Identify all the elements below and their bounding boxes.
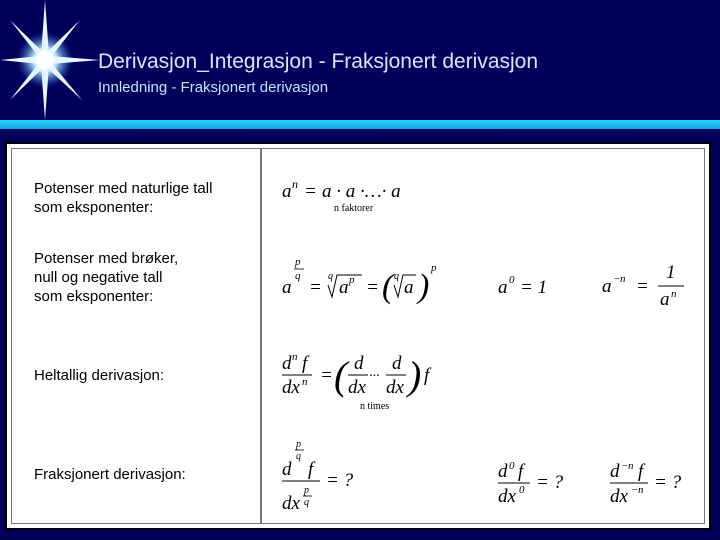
formula-fractional-derivative bbox=[282, 437, 382, 522]
svg-text:f: f bbox=[308, 459, 314, 480]
content-panel bbox=[5, 142, 711, 530]
formula-note-factors: n faktorer bbox=[334, 203, 374, 214]
svg-text:dx: dx bbox=[610, 486, 628, 507]
svg-text:q: q bbox=[304, 497, 309, 508]
svg-text:a: a bbox=[404, 277, 414, 298]
svg-text:p: p bbox=[295, 256, 301, 268]
svg-text:=: = bbox=[309, 277, 322, 298]
formula-negative-order-derivative bbox=[610, 457, 710, 517]
svg-text:dx: dx bbox=[348, 377, 366, 398]
svg-text:f: f bbox=[518, 461, 524, 482]
svg-text:a: a bbox=[282, 181, 292, 202]
svg-text:n: n bbox=[302, 376, 308, 388]
svg-text:0: 0 bbox=[519, 484, 525, 496]
svg-text:−: − bbox=[631, 484, 639, 496]
row-label-natural-powers: Potenser med naturlige tall som eksponenter: bbox=[34, 180, 213, 216]
svg-text:=: = bbox=[366, 277, 379, 298]
svg-text:= ?: = ? bbox=[326, 470, 354, 491]
svg-text:dx: dx bbox=[386, 377, 404, 398]
svg-text:p: p bbox=[349, 274, 355, 286]
svg-text:a: a bbox=[660, 289, 670, 310]
svg-text:= 1: = 1 bbox=[520, 277, 548, 298]
svg-text:a · a ·…· a: a · a ·…· a bbox=[322, 181, 401, 202]
svg-text:n: n bbox=[638, 484, 644, 496]
svg-text:p: p bbox=[304, 485, 309, 496]
svg-text:n: n bbox=[671, 288, 677, 300]
svg-text:a: a bbox=[602, 276, 612, 297]
svg-text:a: a bbox=[498, 277, 508, 298]
svg-text:···: ··· bbox=[369, 369, 380, 384]
formula-zero-power bbox=[498, 271, 568, 306]
svg-text:d: d bbox=[282, 353, 292, 374]
svg-text:(: ( bbox=[382, 268, 394, 305]
content-frame bbox=[11, 148, 705, 524]
formula-negative-power bbox=[602, 257, 702, 317]
svg-text:n: n bbox=[292, 351, 298, 363]
svg-text:f: f bbox=[638, 461, 644, 482]
svg-text:n: n bbox=[628, 460, 634, 472]
page-subtitle: Innledning - Fraksjonert derivasjon bbox=[98, 79, 329, 96]
svg-text:a: a bbox=[339, 277, 349, 298]
svg-text:q: q bbox=[394, 271, 399, 282]
svg-text:0: 0 bbox=[509, 460, 515, 472]
formula-natural-power bbox=[282, 177, 442, 222]
svg-text:= ?: = ? bbox=[654, 472, 682, 493]
svg-text:d: d bbox=[610, 461, 620, 482]
svg-text:0: 0 bbox=[509, 274, 515, 286]
svg-text:): ) bbox=[408, 353, 422, 398]
svg-text:q: q bbox=[296, 451, 301, 462]
svg-text:a: a bbox=[282, 277, 292, 298]
column-divider bbox=[260, 149, 262, 523]
svg-text:n: n bbox=[292, 177, 298, 191]
svg-text:d: d bbox=[354, 353, 364, 374]
svg-text:−: − bbox=[613, 273, 621, 285]
svg-text:f: f bbox=[424, 365, 430, 386]
svg-text:1: 1 bbox=[666, 262, 676, 283]
svg-text:=: = bbox=[320, 365, 333, 386]
svg-text:q: q bbox=[295, 270, 301, 282]
page-title: Derivasjon_Integrasjon - Fraksjonert derivasjon bbox=[98, 50, 539, 73]
svg-text:(: ( bbox=[334, 353, 348, 398]
svg-text:q: q bbox=[328, 271, 333, 282]
formula-zero-order-derivative bbox=[498, 457, 598, 517]
svg-text:f: f bbox=[302, 353, 308, 374]
svg-text:dx: dx bbox=[282, 377, 300, 398]
row-label-fractional-derivative: Fraksjonert derivasjon: bbox=[34, 466, 186, 483]
svg-text:−: − bbox=[621, 460, 629, 472]
svg-text:d: d bbox=[282, 459, 292, 480]
svg-text:n: n bbox=[620, 273, 626, 285]
svg-text:p: p bbox=[431, 262, 437, 274]
row-label-fraction-powers: Potenser med brøker, null og negative tall som eksponenter: bbox=[34, 250, 179, 305]
svg-text:d: d bbox=[392, 353, 402, 374]
row-label-integer-derivative: Heltallig derivasjon: bbox=[34, 367, 165, 384]
svg-text:dx: dx bbox=[282, 493, 300, 514]
svg-text:d: d bbox=[498, 461, 508, 482]
svg-text:= ?: = ? bbox=[536, 472, 564, 493]
formula-fraction-power bbox=[282, 255, 462, 315]
svg-text:dx: dx bbox=[498, 486, 516, 507]
svg-text:=: = bbox=[636, 276, 649, 297]
svg-text:=: = bbox=[304, 181, 317, 202]
accent-divider bbox=[0, 120, 720, 129]
svg-text:): ) bbox=[418, 268, 430, 305]
formula-integer-derivative bbox=[282, 347, 452, 414]
svg-text:p: p bbox=[296, 439, 301, 450]
formula-note-times: n times bbox=[360, 401, 390, 412]
